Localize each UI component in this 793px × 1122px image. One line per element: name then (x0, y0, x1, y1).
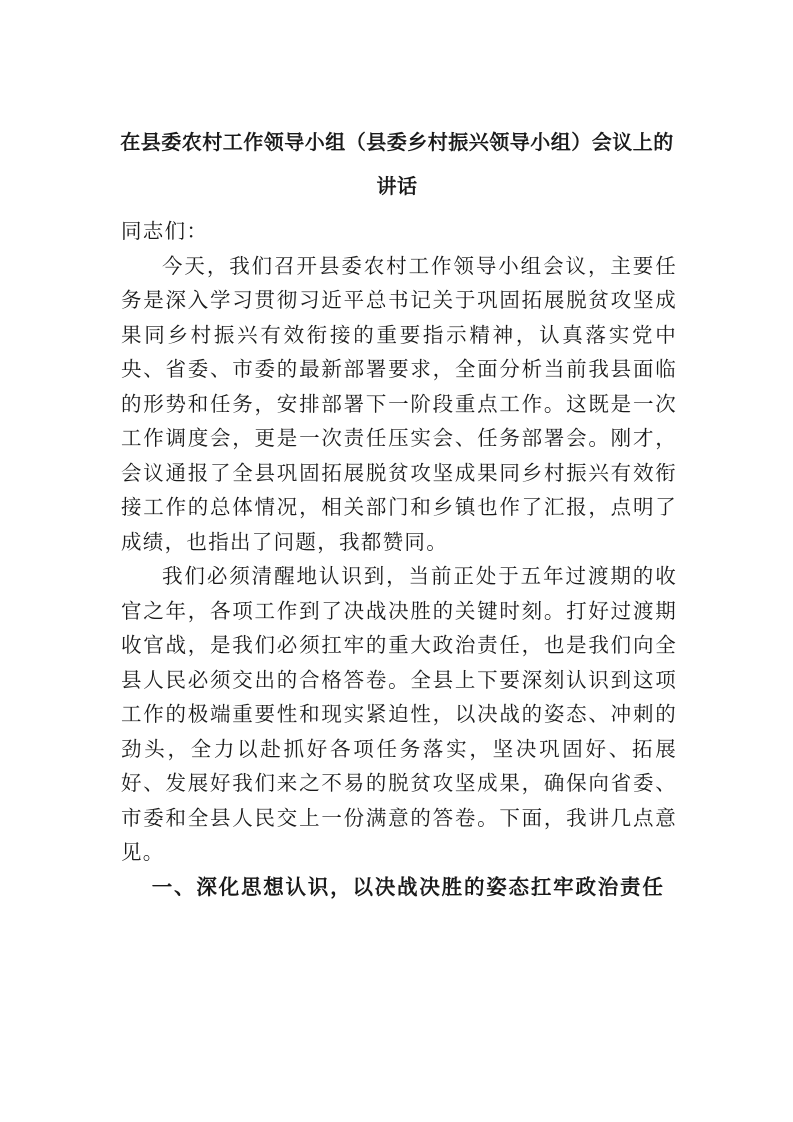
document-title: 在县委农村工作领导小组（县委乡村振兴领导小组）会议上的讲话 (120, 130, 674, 198)
paragraph-opening: 今天，我们召开县委农村工作领导小组会议，主要任务是深入学习贯彻习近平总书记关于巩固拓展脱贫攻坚成果同乡村振兴有效衔接的重要指示精神，认真落实党中央、省委、市委的最新部署要求，全面分析当前我县面临的形势和任务，安排部署下一阶段重点工作。这既是一次工作调度会，更是一次责任压实会、任务部署会。刚才，会议通报了全县巩固拓展脱贫攻坚成果同乡村振兴有效衔接工作的总体情况，相关部门和乡镇也作了汇报，点明了成绩，也指出了问题，我都赞同。 (121, 253, 677, 554)
paragraph-awareness: 我们必须清醒地认识到，当前正处于五年过渡期的收官之年，各项工作到了决战决胜的关键时刻。打好过渡期收官战，是我们必须扛牢的重大政治责任，也是我们向全县人民必须交出的合格答卷。全县上下要深刻认识到这项工作的极端重要性和现实紧迫性，以决战的姿态、冲刺的劲头，全力以赴抓好各项任务落实，坚决巩固好、拓展好、发展好我们来之不易的脱贫攻坚成果，确保向省委、市委和全县人民交上一份满意的答卷。下面，我讲几点意见。 (121, 564, 677, 864)
salutation: 同志们： (121, 219, 209, 243)
document-body (121, 214, 677, 904)
section-heading-1: 一、深化思想认识，以决战决胜的姿态扛牢政治责任 (151, 874, 665, 899)
